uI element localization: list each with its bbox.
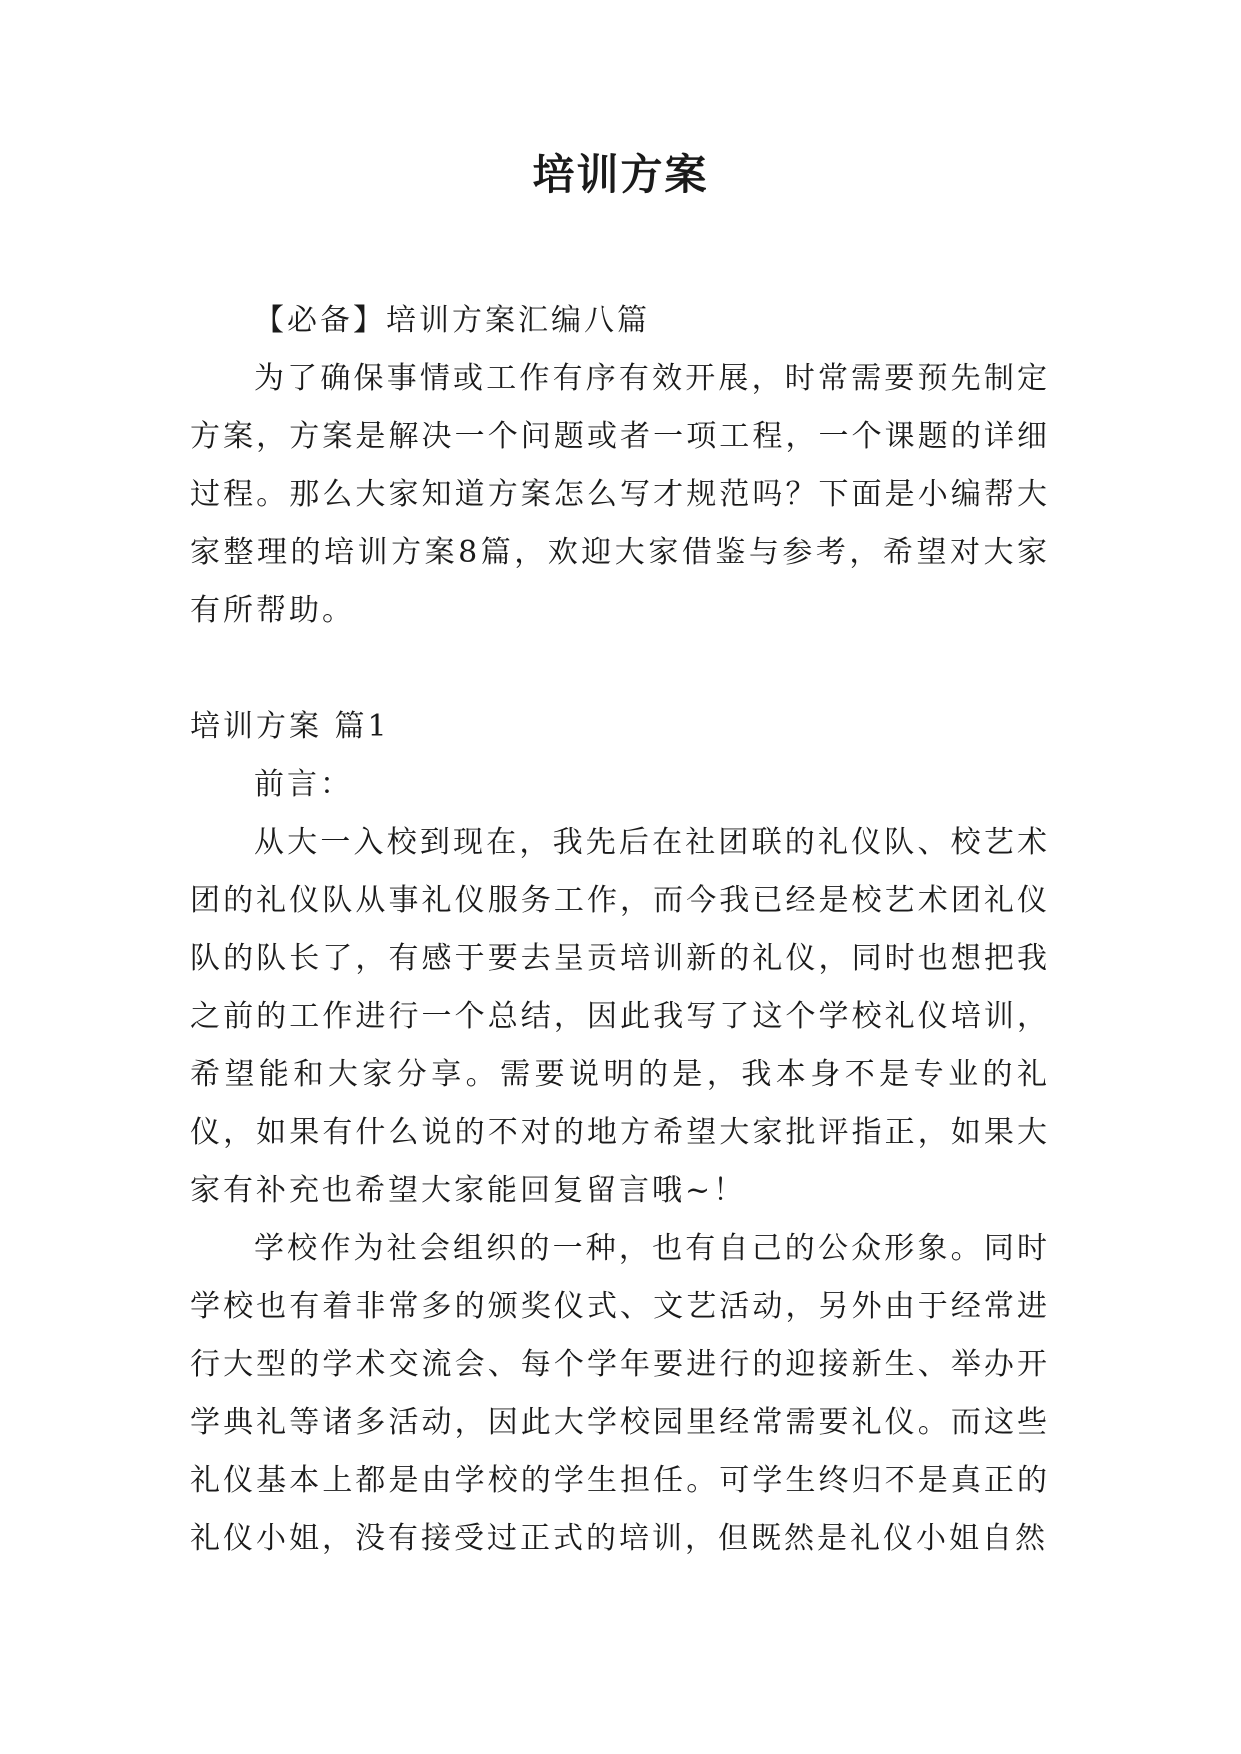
intro-heading: 【必备】培训方案汇编八篇 [254,303,650,338]
intro-paragraph: 为了确保事情或工作有序有效开展，时常需要预先制定方案，方案是解决一个问题或者一项工程，一个课题的详细过程。那么大家知道方案怎么写才规范吗？下面是小编帮大家整理的培训方案8篇，欢迎大家借鉴与参考，希望对大家有所帮助。 [190,361,1050,628]
document-body [190,292,1050,1568]
body-paragraph: 从大一入校到现在，我先后在社团联的礼仪队、校艺术团的礼仪队从事礼仪服务工作，而今我已经是校艺术团礼仪队的队长了，有感于要去呈贡培训新的礼仪，同时也想把我之前的工作进行一个总结，因此我写了这个学校礼仪培训，希望能和大家分享。需要说明的是，我本身不是专业的礼仪，如果有什么说的不对的地方希望大家批评指正，如果大家有补充也希望大家能回复留言哦~！ [190,825,1050,1208]
section-heading: 培训方案 篇1 [190,709,390,744]
body-paragraph: 学校作为社会组织的一种，也有自己的公众形象。同时学校也有着非常多的颁奖仪式、文艺活动，另外由于经常进行大型的学术交流会、每个学年要进行的迎接新生、举办开学典礼等诸多活动，因此大学校园里经常需要礼仪。而这些礼仪基本上都是由学校的学生担任。可学生终归不是真正的礼仪小姐，没有接受过正式的培训，但既然是礼仪小姐自然 [190,1231,1050,1556]
document-title: 培训方案 [532,150,709,199]
preface-label: 前言： [254,767,353,802]
